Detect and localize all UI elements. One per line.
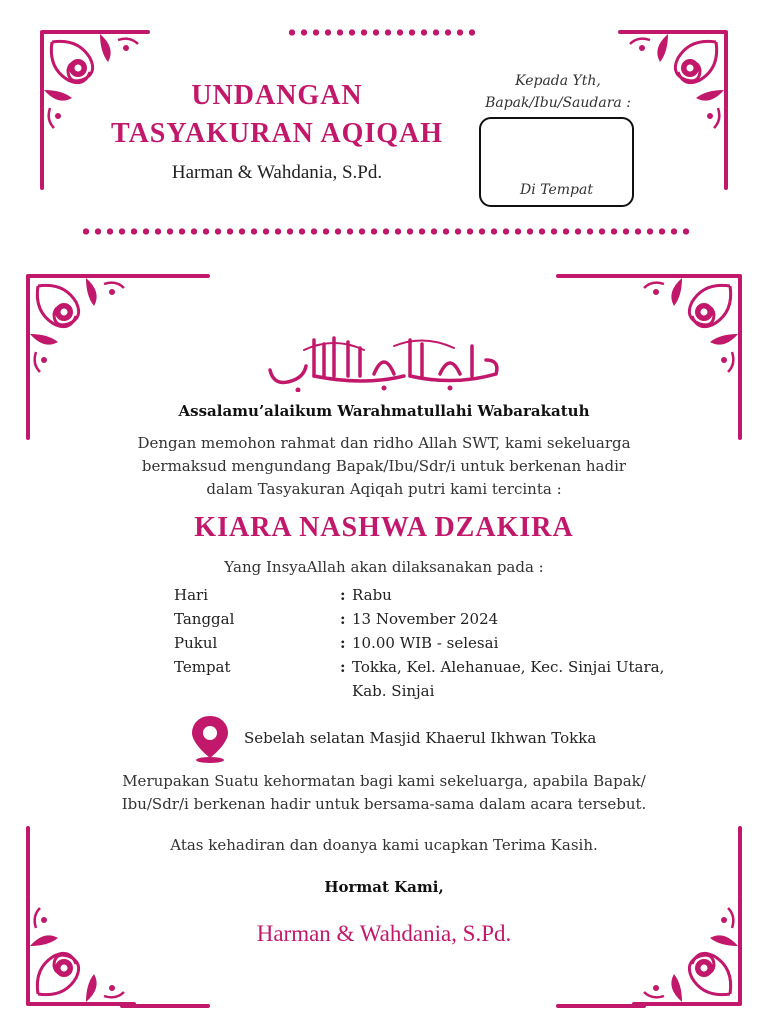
corner-ornament-bottom-right [632,896,744,1008]
schedule-colon: : [340,610,346,628]
schedule-value: Kab. Sinjai [352,682,435,700]
location-note: Sebelah selatan Masjid Khaerul Ikhwan Tokka [244,729,597,747]
recipient-line2: Bapak/Ibu/Saudara : [485,95,631,111]
recipient-location: Di Tempat [520,182,593,198]
closing-line: Ibu/Sdr/i berkenan hadir untuk bersama-sama dalam acara tersebut. [121,795,647,813]
schedule-value: 10.00 WIB - selesai [352,634,499,652]
hosts-name-bottom: Harman & Wahdania, S.Pd. [256,921,512,946]
border-line [724,110,728,190]
intro-line: dalam Tasyakuran Aqiqah putri kami tercinta : [206,480,562,498]
thanks-text: Atas kehadiran dan doanya kami ucapkan Terima Kasih. [170,836,598,854]
schedule-colon: : [340,634,346,652]
invitation-title-line2: TASYAKURAN AQIQAH [110,118,444,149]
border-line [556,274,646,278]
border-line [556,1004,646,1008]
schedule-label: Tempat [174,658,231,676]
recipient-label [460,70,656,114]
hosts-name-top: Harman & Wahdania, S.Pd. [171,162,383,183]
dotted-divider-bottom [80,228,692,235]
intro-paragraph [0,432,768,501]
schedule-value: Tokka, Kel. Alehanuae, Kec. Sinjai Utara, [352,658,665,676]
child-name: KIARA NASHWA DZAKIRA [194,512,574,543]
dotted-divider-top [286,29,478,36]
schedule-label: Pukul [174,634,218,652]
intro-line: Dengan memohon rahmat dan ridho Allah SWT, kami sekeluarga [137,434,631,452]
schedule-value: Rabu [352,586,392,604]
intro-line: bermaksud mengundang Bapak/Ibu/Sdr/i untuk berkenan hadir [141,457,627,475]
map-pin-icon [188,714,232,764]
corner-ornament-bottom-left [24,896,136,1008]
regards-text: Hormat Kami, [324,878,444,896]
schedule-colon: : [340,658,346,676]
schedule-label: Hari [174,586,208,604]
invitation-title-line1: UNDANGAN [191,80,363,111]
corner-ornament-mid-right [632,272,744,384]
schedule-colon: : [340,586,346,604]
greeting: Assalamu’alaikum Warahmatullahi Wabarakatuh [178,402,590,420]
schedule-intro: Yang InsyaAllah akan dilaksanakan pada : [224,558,544,576]
bismillah-calligraphy-icon [264,330,504,392]
corner-ornament-mid-left [24,272,136,384]
recipient-line1: Kepada Yth, [515,73,601,89]
border-line [120,274,210,278]
border-line [40,110,44,190]
closing-paragraph [0,770,768,816]
closing-line: Merupakan Suatu kehormatan bagi kami sekeluarga, apabila Bapak/ [122,772,646,790]
schedule-label: Tanggal [174,610,235,628]
border-line [120,1004,210,1008]
schedule-value: 13 November 2024 [352,610,499,628]
